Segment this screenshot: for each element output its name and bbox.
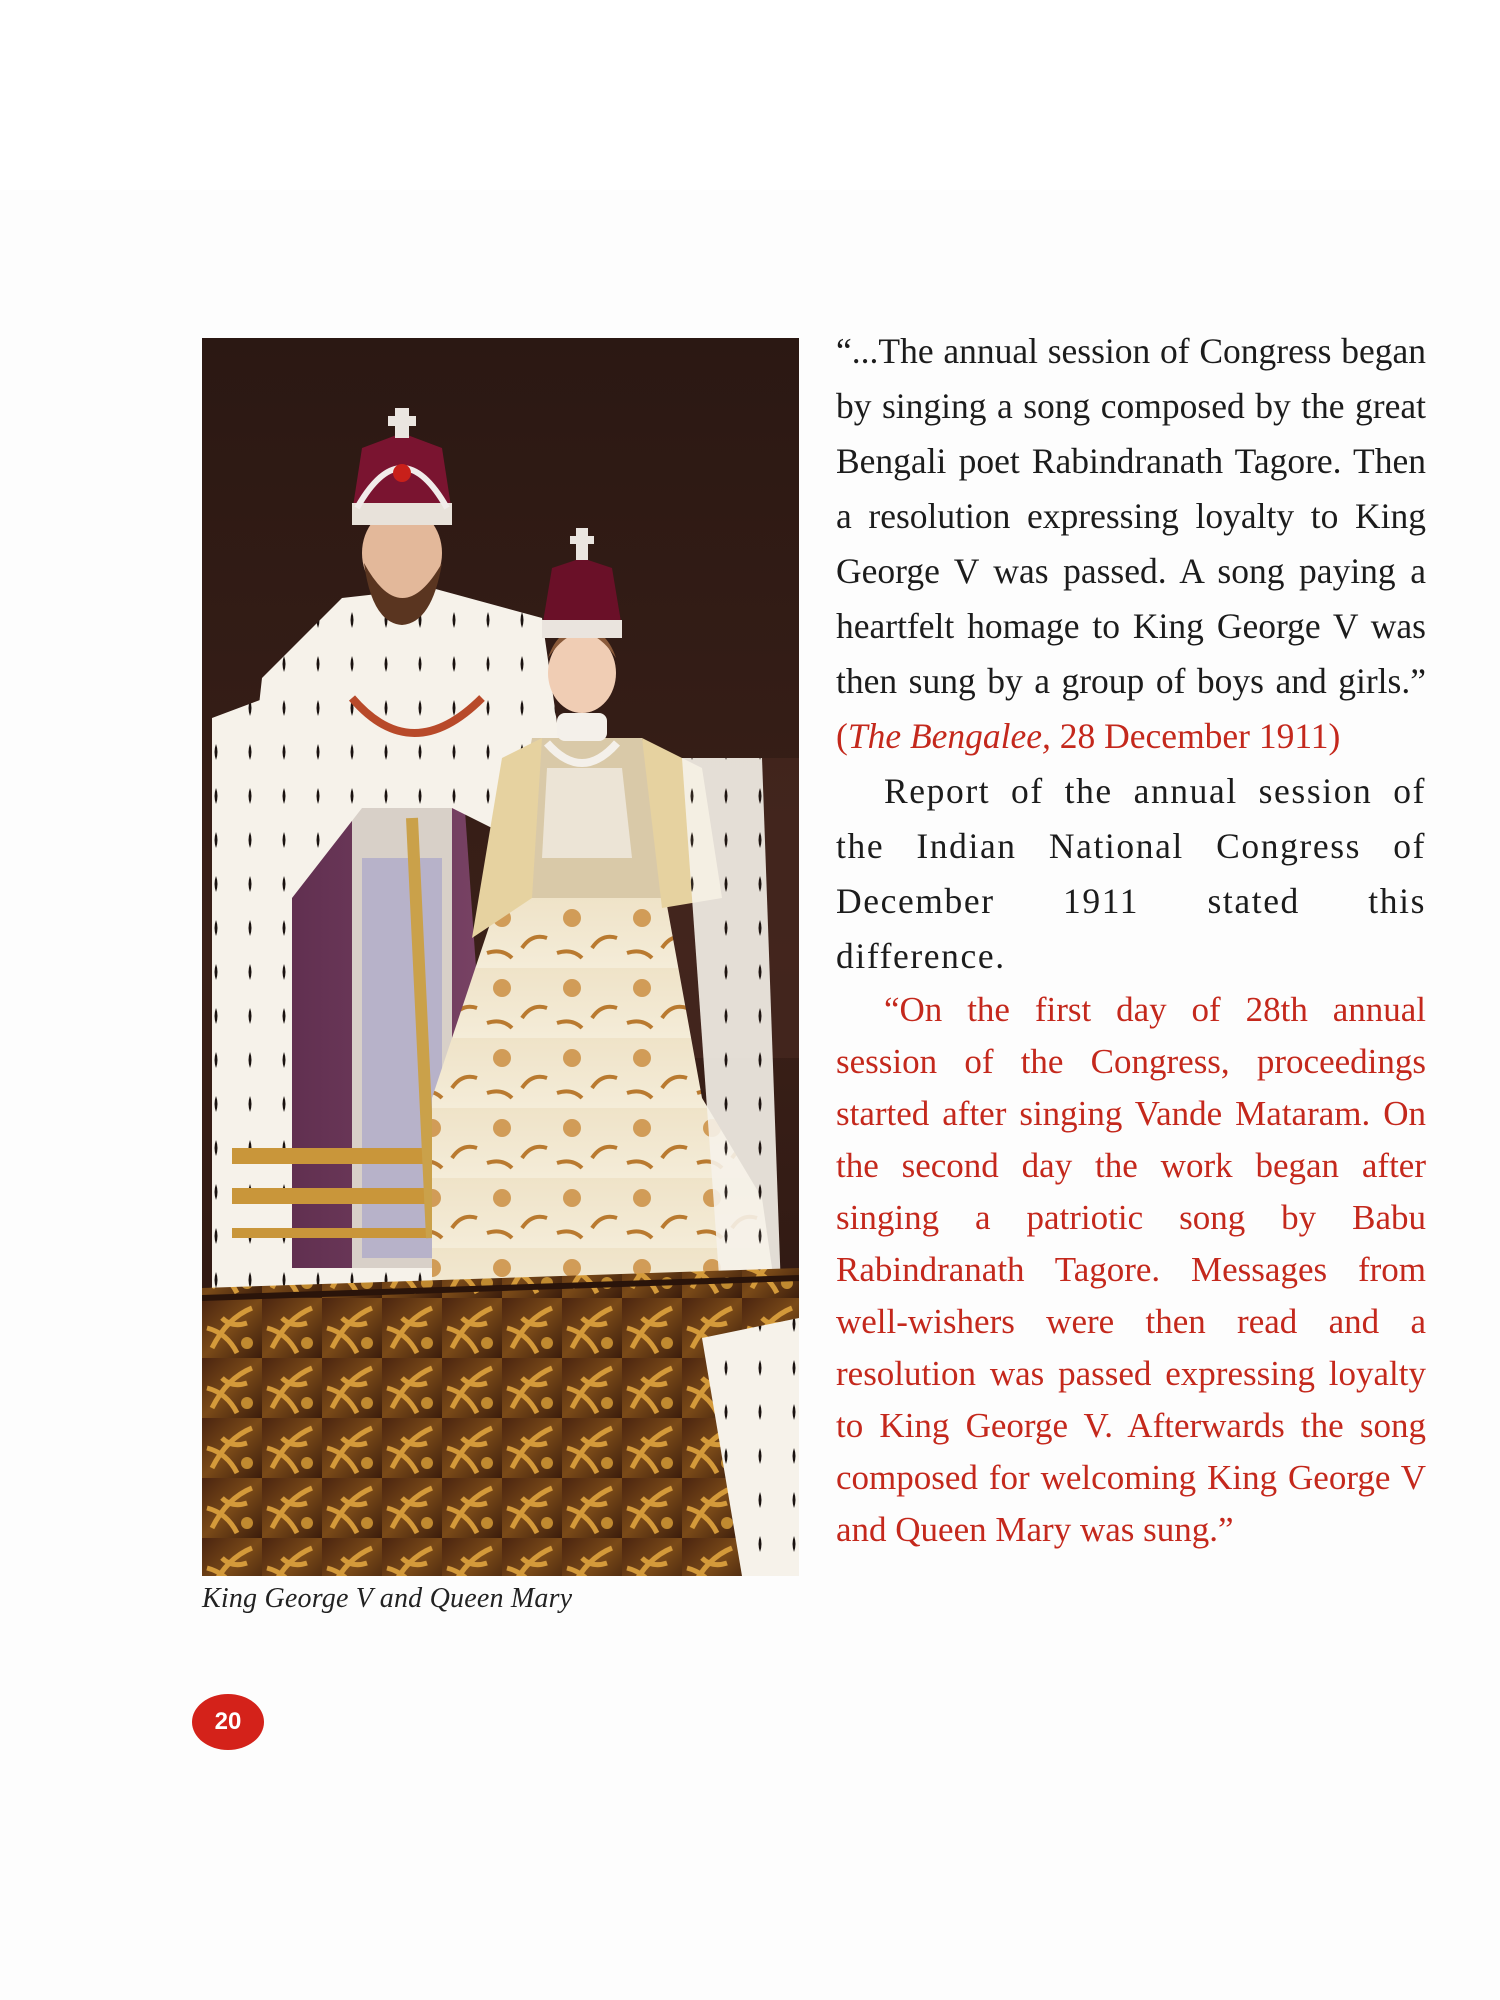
page-top-margin — [0, 0, 1500, 190]
body-text-column — [836, 324, 1426, 1556]
citation-open-paren: ( — [836, 716, 848, 756]
citation-date: 28 December 1911) — [1050, 716, 1341, 756]
bengalee-quote — [836, 324, 1426, 764]
congress-quote: “On the first day of 28th annual session of the Congress, proceedings started after singing Vande Mataram. On the second day the work began after singing a patriotic song by Babu Rabindranath Tagore. Messages from well-wishers were then read and a resolution was passed expressing loyalty to King George V. Afterwards the song composed for welcoming King George V and Queen Mary was sung.” — [836, 990, 1426, 1549]
report-paragraph: Report of the annual session of the Indian National Congress of December 1911 stated this difference. — [836, 771, 1426, 976]
bengalee-citation — [836, 716, 1340, 756]
bengalee-quote-text: “...The annual session of Congress began by singing a song composed by the great Bengali poet Rabindranath Tagore. Then a resolution expressing loyalty to King George V was passed. A song paying a heartfelt homage to King George V was then sung by a group of boys and girls.” — [836, 331, 1426, 701]
citation-title: The Bengalee, — [847, 716, 1051, 756]
page-number-badge: 20 — [192, 1694, 264, 1750]
royal-portrait-photo — [202, 338, 799, 1576]
photo-caption: King George V and Queen Mary — [202, 1583, 573, 1614]
